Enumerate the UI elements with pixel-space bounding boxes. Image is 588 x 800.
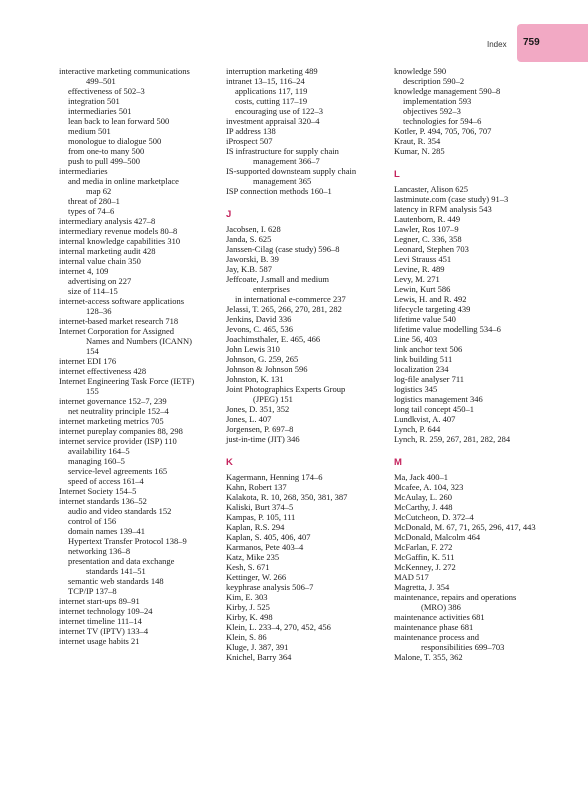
index-entry: Lawler, Ros 107–9 <box>394 224 459 234</box>
index-entry: Klein, L. 233–4, 270, 452, 456 <box>226 622 331 632</box>
index-subentry: implementation 593 <box>403 96 472 106</box>
index-entry: Kluge, J. 387, 391 <box>226 642 289 652</box>
index-entry: Kraut, R. 354 <box>394 136 441 146</box>
index-entry: internet 4, 109 <box>59 266 109 276</box>
index-entry: Joint Photographics Experts Group <box>226 384 346 394</box>
index-entry: IS-supported downsteam supply chain <box>226 166 357 176</box>
index-subentry: speed of access 161–4 <box>68 476 144 486</box>
index-entry: investment appraisal 320–4 <box>226 116 320 126</box>
index-entry: just-in-time (JIT) 346 <box>226 434 300 444</box>
index-entry: internet-based market research 718 <box>59 316 179 326</box>
index-entry: Kaplan, S. 405, 406, 407 <box>226 532 311 542</box>
index-subentry: Names and Numbers (ICANN) <box>86 336 192 346</box>
index-entry: Kirby, J. 525 <box>226 602 270 612</box>
index-entry: McDonald, M. 67, 71, 265, 296, 417, 443 <box>394 522 536 532</box>
index-entry: maintenance phase 681 <box>394 622 474 632</box>
index-entry: lifecycle targeting 439 <box>394 304 471 314</box>
index-entry: Kumar, N. 285 <box>394 146 445 156</box>
index-entry: iProspect 507 <box>226 136 273 146</box>
index-subentry: networking 136–8 <box>68 546 131 556</box>
index-entry: Kotler, P. 494, 705, 706, 707 <box>394 126 492 136</box>
index-entry: John Lewis 310 <box>226 344 280 354</box>
index-entry: maintenance, repairs and operations <box>394 592 517 602</box>
index-entry: Jeffcoate, J.small and medium <box>226 274 329 284</box>
index-entry: internet standards 136–52 <box>59 496 147 506</box>
index-entry: MAD 517 <box>394 572 429 582</box>
index-subentry: medium 501 <box>68 126 111 136</box>
index-entry: Kampas, P. 105, 111 <box>226 512 296 522</box>
index-subentry: standards 141–51 <box>86 566 146 576</box>
index-entry: Legner, C. 336, 358 <box>394 234 462 244</box>
index-entry: logistics management 346 <box>394 394 483 404</box>
index-entry: Kahn, Robert 137 <box>226 482 287 492</box>
index-entry: internal marketing audit 428 <box>59 246 156 256</box>
index-subentry: 155 <box>86 386 99 396</box>
index-subentry: applications 117, 119 <box>235 86 308 96</box>
index-subentry: domain names 139–41 <box>68 526 145 536</box>
index-subentry: objectives 592–3 <box>403 106 461 116</box>
index-subentry: push to pull 499–500 <box>68 156 141 166</box>
index-letter-heading: K <box>226 457 233 468</box>
index-entry: McCarthy, J. 448 <box>394 502 453 512</box>
index-entry: lifetime value 540 <box>394 314 456 324</box>
index-subentry: TCP/IP 137–8 <box>68 586 117 596</box>
index-column-2 <box>226 66 386 662</box>
index-entry: McGaffin, K. 511 <box>394 552 455 562</box>
running-header-section: Index <box>487 40 507 49</box>
index-subentry: effectiveness of 502–3 <box>68 86 145 96</box>
index-entry: Jones, L. 407 <box>226 414 272 424</box>
index-entry: Klein, S. 86 <box>226 632 267 642</box>
index-entry: Lewis, H. and R. 492 <box>394 294 467 304</box>
index-entry: internet service provider (ISP) 110 <box>59 436 177 446</box>
index-subentry: costs, cutting 117–19 <box>235 96 308 106</box>
section-spacer <box>226 196 386 206</box>
index-entry: Internet Society 154–5 <box>59 486 137 496</box>
index-subentry: in international e-commerce 237 <box>235 294 346 304</box>
index-entry: internet technology 109–24 <box>59 606 153 616</box>
index-entry: link anchor text 506 <box>394 344 463 354</box>
index-entry: maintenance process and <box>394 632 479 642</box>
index-subentry: 128–36 <box>86 306 112 316</box>
index-subentry: monologue to dialogue 500 <box>68 136 162 146</box>
index-subentry: audio and video standards 152 <box>68 506 172 516</box>
index-entry: Mcafee, A. 104, 323 <box>394 482 464 492</box>
index-entry: intermediary revenue models 80–8 <box>59 226 178 236</box>
index-entry: McKenney, J. 272 <box>394 562 456 572</box>
index-subentry: managing 160–5 <box>68 456 125 466</box>
section-spacer <box>226 444 386 454</box>
index-subentry: 154 <box>86 346 99 356</box>
index-entry: internet pureplay companies 88, 298 <box>59 426 183 436</box>
index-subentry: encouraging use of 122–3 <box>235 106 324 116</box>
index-entry: Lautenborn, R. 449 <box>394 214 461 224</box>
index-entry: McFarlan, F. 272 <box>394 542 453 552</box>
index-entry: internal knowledge capabilities 310 <box>59 236 181 246</box>
index-subentry: management 366–7 <box>253 156 320 166</box>
index-entry: Janssen-Cilag (case study) 596–8 <box>226 244 340 254</box>
index-subentry: lean back to lean forward 500 <box>68 116 170 126</box>
index-entry: ISP connection methods 160–1 <box>226 186 332 196</box>
index-entry: Line 56, 403 <box>394 334 438 344</box>
index-entry: IS infrastructure for supply chain <box>226 146 339 156</box>
index-entry: internet marketing metrics 705 <box>59 416 164 426</box>
index-column-1 <box>59 66 219 646</box>
section-spacer <box>394 444 564 454</box>
index-entry: knowledge 590 <box>394 66 447 76</box>
index-entry: internet timeline 111–14 <box>59 616 142 626</box>
index-entry: lifetime value modelling 534–6 <box>394 324 501 334</box>
index-subentry: net neutrality principle 152–4 <box>68 406 169 416</box>
index-entry: Kaliski, Burt 374–5 <box>226 502 294 512</box>
index-entry: Kagermann, Henning 174–6 <box>226 472 323 482</box>
index-entry: Karmanos, Pete 403–4 <box>226 542 304 552</box>
index-letter-heading: J <box>226 209 232 220</box>
index-column-3 <box>394 66 564 662</box>
index-entry: link building 511 <box>394 354 453 364</box>
index-entry: lastminute.com (case study) 91–3 <box>394 194 509 204</box>
index-entry: knowledge management 590–8 <box>394 86 501 96</box>
index-entry: internet usage habits 21 <box>59 636 140 646</box>
index-subentry: types of 74–6 <box>68 206 115 216</box>
index-subentry: (JPEG) 151 <box>253 394 293 404</box>
index-entry: latency in RFM analysis 543 <box>394 204 492 214</box>
index-entry: Knichel, Barry 364 <box>226 652 292 662</box>
index-entry: Internet Corporation for Assigned <box>59 326 174 336</box>
index-subentry: from one-to many 500 <box>68 146 145 156</box>
index-entry: internet governance 152–7, 239 <box>59 396 167 406</box>
index-entry: Kalakota, R. 10, 268, 350, 381, 387 <box>226 492 348 502</box>
index-subentry: semantic web standards 148 <box>68 576 164 586</box>
index-entry: McCutcheon, D. 372–4 <box>394 512 474 522</box>
index-entry: intermediary analysis 427–8 <box>59 216 156 226</box>
index-subentry: presentation and data exchange <box>68 556 175 566</box>
index-entry: internet effectiveness 428 <box>59 366 147 376</box>
index-entry: IP address 138 <box>226 126 276 136</box>
index-entry: Kaplan, R.S. 294 <box>226 522 285 532</box>
index-entry: Johnston, K. 131 <box>226 374 284 384</box>
index-subentry: control of 156 <box>68 516 117 526</box>
page-number: 759 <box>523 37 540 48</box>
index-subentry: size of 114–15 <box>68 286 118 296</box>
index-entry: Jay, K.B. 587 <box>226 264 272 274</box>
index-subentry: integration 501 <box>68 96 120 106</box>
index-entry: Magretta, J. 354 <box>394 582 450 592</box>
index-entry: Ma, Jack 400–1 <box>394 472 449 482</box>
index-entry: Joachimsthaler, E. 465, 466 <box>226 334 321 344</box>
index-entry: McAulay, L. 260 <box>394 492 452 502</box>
index-entry: logistics 345 <box>394 384 438 394</box>
index-entry: internet start-ups 89–91 <box>59 596 140 606</box>
index-entry: Jaworski, B. 39 <box>226 254 279 264</box>
index-entry: Jones, D. 351, 352 <box>226 404 290 414</box>
index-subentry: map 62 <box>86 186 112 196</box>
index-entry: Jevons, C. 465, 536 <box>226 324 294 334</box>
index-subentry: responsibilities 699–703 <box>421 642 505 652</box>
index-entry: internet EDI 176 <box>59 356 117 366</box>
index-entry: Internet Engineering Task Force (IETF) <box>59 376 195 386</box>
index-entry: Lewin, Kurt 586 <box>394 284 451 294</box>
index-entry: Janda, S. 625 <box>226 234 272 244</box>
section-spacer <box>394 156 564 166</box>
index-entry: interruption marketing 489 <box>226 66 318 76</box>
index-entry: interactive marketing communications <box>59 66 190 76</box>
index-subentry: 499–501 <box>86 76 116 86</box>
index-entry: Jenkins, David 336 <box>226 314 292 324</box>
index-entry: log-file analyser 711 <box>394 374 465 384</box>
index-entry: keyphrase analysis 506–7 <box>226 582 314 592</box>
index-entry: Jelassi, T. 265, 266, 270, 281, 282 <box>226 304 342 314</box>
index-letter-heading: M <box>394 457 402 468</box>
index-entry: Levine, R. 489 <box>394 264 445 274</box>
index-entry: maintenance activities 681 <box>394 612 485 622</box>
index-entry: Johnson & Johnson 596 <box>226 364 308 374</box>
index-entry: Katz, Mike 235 <box>226 552 280 562</box>
index-entry: Levi Strauss 451 <box>394 254 452 264</box>
index-subentry: management 365 <box>253 176 312 186</box>
index-subentry: technologies for 594–6 <box>403 116 482 126</box>
index-entry: internet-access software applications <box>59 296 185 306</box>
index-subentry: threat of 280–1 <box>68 196 120 206</box>
index-entry: Lancaster, Alison 625 <box>394 184 469 194</box>
index-subentry: intermediaries 501 <box>68 106 132 116</box>
index-subentry: Hypertext Transfer Protocol 138–9 <box>68 536 187 546</box>
index-entry: Lynch, R. 259, 267, 281, 282, 284 <box>394 434 511 444</box>
index-entry: Levy, M. 271 <box>394 274 440 284</box>
index-subentry: availability 164–5 <box>68 446 130 456</box>
index-subentry: (MRO) 386 <box>421 602 461 612</box>
index-entry: Johnson, G. 259, 265 <box>226 354 299 364</box>
index-subentry: and media in online marketplace <box>68 176 179 186</box>
index-entry: localization 234 <box>394 364 449 374</box>
index-subentry: enterprises <box>253 284 290 294</box>
index-entry: Malone, T. 355, 362 <box>394 652 463 662</box>
index-entry: Lynch, P. 644 <box>394 424 441 434</box>
index-subentry: service-level agreements 165 <box>68 466 168 476</box>
index-subentry: description 590–2 <box>403 76 465 86</box>
index-entry: Jorgensen, P. 697–8 <box>226 424 294 434</box>
index-entry: intermediaries <box>59 166 108 176</box>
index-entry: McDonald, Malcolm 464 <box>394 532 481 542</box>
index-entry: Kettinger, W. 266 <box>226 572 287 582</box>
index-entry: internal value chain 350 <box>59 256 141 266</box>
index-entry: Kirby, K. 498 <box>226 612 273 622</box>
index-entry: Lundkvist, A. 407 <box>394 414 456 424</box>
index-entry: long tail concept 450–1 <box>394 404 475 414</box>
index-entry: intranet 13–15, 116–24 <box>226 76 305 86</box>
index-entry: Leonard, Stephen 703 <box>394 244 469 254</box>
index-entry: Jacobsen, I. 628 <box>226 224 281 234</box>
index-entry: internet TV (IPTV) 133–4 <box>59 626 149 636</box>
index-subentry: advertising on 227 <box>68 276 132 286</box>
index-entry: Kim, E. 303 <box>226 592 268 602</box>
index-entry: Kesh, S. 671 <box>226 562 270 572</box>
index-letter-heading: L <box>394 169 400 180</box>
